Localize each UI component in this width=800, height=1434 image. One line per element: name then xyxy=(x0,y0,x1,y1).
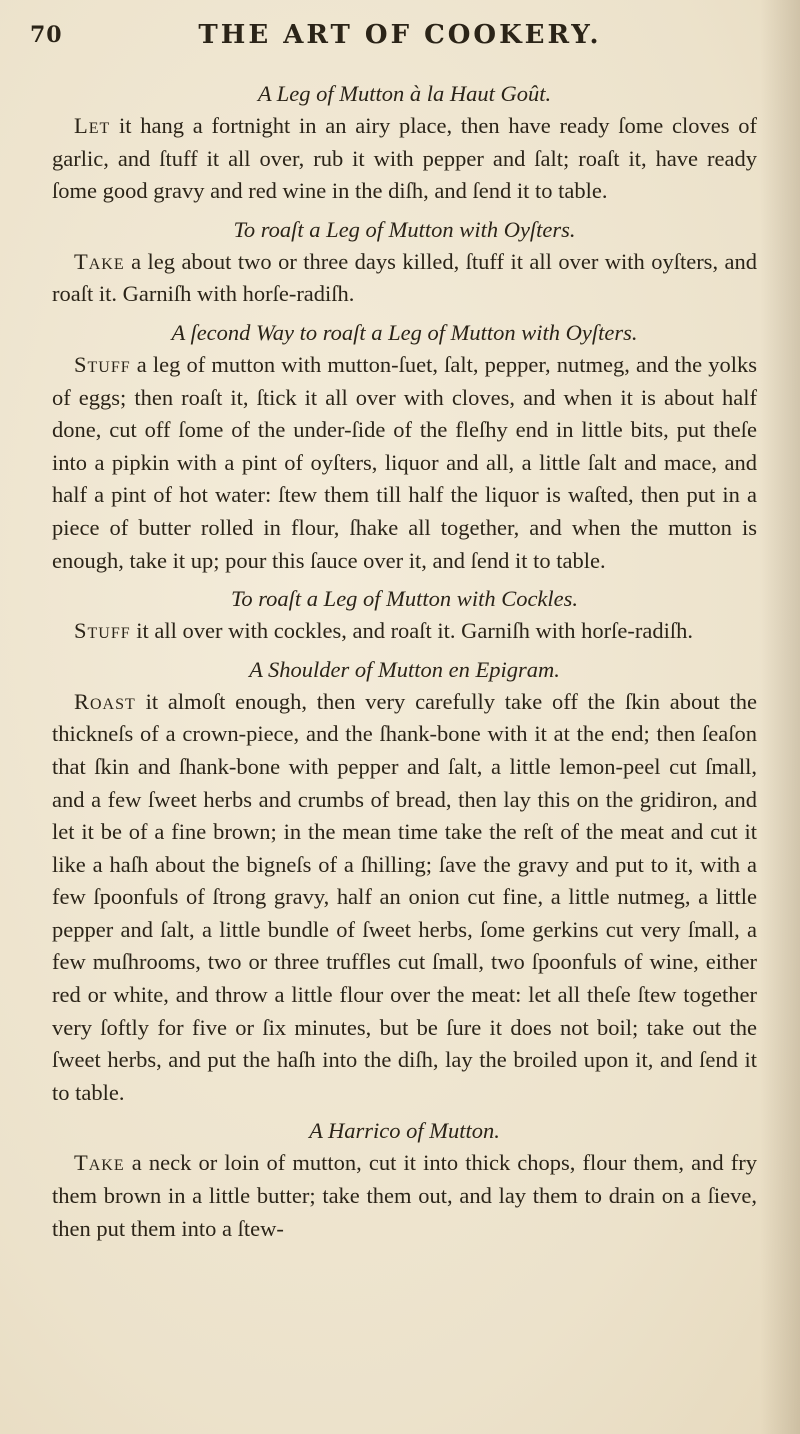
recipe-text: a leg about two or three days killed, ſtuff it all over with oyſters, and roaſt it. Garniſh with horſe-radiſh. xyxy=(52,248,757,307)
recipe-title: To roaſt a Leg of Mutton with Cockles. xyxy=(230,586,579,612)
recipe-body xyxy=(52,349,757,577)
recipe-body xyxy=(52,1147,757,1245)
page-content xyxy=(52,78,757,1251)
recipe-title: A Shoulder of Mutton en Epigram. xyxy=(249,656,560,682)
recipe xyxy=(52,317,757,577)
page-header xyxy=(20,10,780,60)
recipe-first-word: Roast xyxy=(74,688,136,714)
recipe xyxy=(52,214,757,311)
recipe-text: it almoſt enough, then very carefully take off the ſkin about the thickneſs of a crown-piece, and the ſhank-bone with it at the end; then ſeaſon that ſkin and ſhank-bone with pepper and ſalt, a little lemon-peel cut ſmall, and a few ſweet herbs and crumbs of bread, then lay this on the gridiron, and let it be of a fine brown; in the mean time take the reſt of the meat and cut it like a haſh about the bigneſs of a ſhilling; ſave the gravy and put to it, with a few ſpoonfuls of ſtrong gravy, half an onion cut fine, a little nutmeg, a little pepper and ſalt, a little bundle of ſweet herbs, ſome gerkins cut very ſmall, a few muſhrooms, two or three truffles cut ſmall, two ſpoonfuls of wine, either red or white, and throw a little flour over the meat: let all theſe ſtew together very ſoftly for five or ſix minutes, but be ſure it does not boil; take out the ſweet herbs, and put the haſh into the diſh, lay the broiled upon it, and ſend it to table. xyxy=(52,688,757,1105)
recipe-body xyxy=(52,110,757,208)
running-title: THE ART OF COOKERY. xyxy=(198,20,602,50)
recipe-text: a neck or loin of mutton, cut it into thick chops, flour them, and fry them brown in a little butter; take them out, and lay them to drain on a ſieve, then put them into a ſtew- xyxy=(52,1150,757,1241)
recipe-title: A Harrico of Mutton. xyxy=(309,1118,500,1144)
recipe-text: it hang a fortnight in an airy place, then have ready ſome cloves of garlic, and ſtuff it all over, rub it with pepper and ſalt; roaſt it, have ready ſome good gravy and red wine in the diſh, and ſend it to table. xyxy=(52,113,757,204)
recipe xyxy=(52,583,757,648)
recipe-text: it all over with cockles, and roaſt it. Garniſh with horſe-radiſh. xyxy=(130,618,693,644)
recipe-text: a leg of mutton with mutton-ſuet, ſalt, pepper, nutmeg, and the yolks of eggs; then roaſt it, ſtick it all over with cloves, and when it is about half done, cut off ſome of the under-ſide of the fleſhy end in little bits, put theſe into a pipkin with a pint of oyſters, liquor and all, a little ſalt and mace, and half a pint of hot water: ſtew them till half the liquor is waſted, then put in a piece of butter rolled in flour, ſhake all together, and when the mutton is enough, take it up; pour this ſauce over it, and ſend it to table. xyxy=(52,351,757,573)
recipe-first-word: Take xyxy=(74,1150,125,1176)
recipe-title: A ſecond Way to roaſt a Leg of Mutton with Oyſters. xyxy=(171,319,638,345)
recipe xyxy=(52,1115,757,1245)
recipe-body xyxy=(52,246,757,311)
recipe-first-word: Take xyxy=(74,248,125,274)
recipe-first-word: Stuff xyxy=(74,618,131,644)
page-edge-shadow xyxy=(760,0,800,1434)
page-number: 70 xyxy=(30,22,63,48)
recipe-title: A Leg of Mutton à la Haut Goût. xyxy=(257,81,552,106)
recipe-first-word: Let xyxy=(74,113,111,138)
recipe xyxy=(52,78,757,208)
recipe-title: To roaſt a Leg of Mutton with Oyſters. xyxy=(233,216,576,242)
recipe-body xyxy=(52,686,757,1110)
recipe-first-word: Stuff xyxy=(74,351,131,377)
recipe xyxy=(52,654,757,1110)
recipe-body xyxy=(52,615,757,648)
